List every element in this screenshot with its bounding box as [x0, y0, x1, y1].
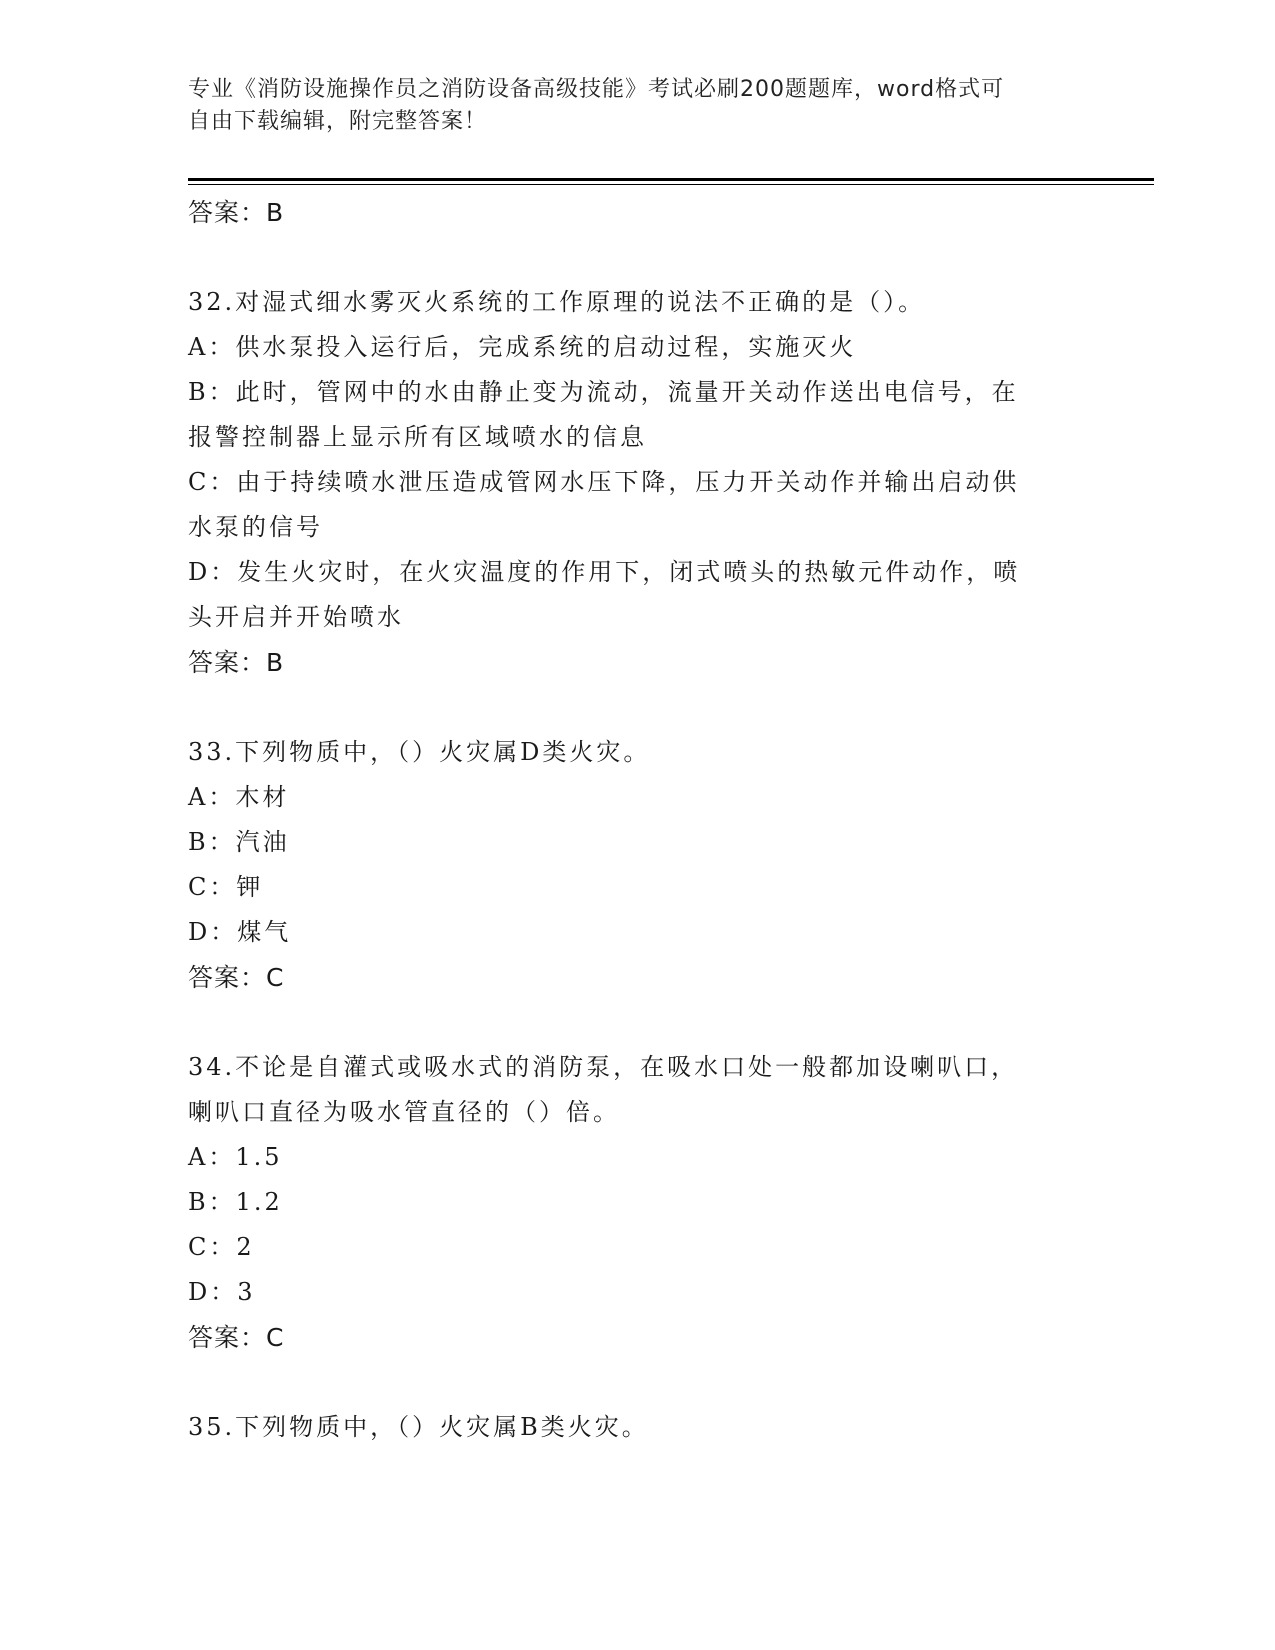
question-34 — [188, 1045, 1068, 1360]
question-stem: 35.下列物质中，（）火灾属B类火灾。 — [188, 1413, 649, 1441]
document-header — [188, 74, 1068, 138]
option-b-continued: 报警控制器上显示所有区域喷水的信息 — [188, 423, 647, 451]
option-d: D：3 — [188, 1278, 256, 1306]
question-stem: 33.下列物质中，（）火灾属D类火灾。 — [188, 738, 651, 766]
header-line-2: 自由下载编辑，附完整答案！ — [188, 109, 488, 134]
question-stem-continued: 喇叭口直径为吸水管直径的（）倍。 — [188, 1098, 620, 1126]
option-a: A：1.5 — [188, 1143, 283, 1171]
answer: 答案：C — [188, 963, 285, 992]
option-b: B：汽油 — [188, 828, 290, 856]
header-rule-thin — [188, 184, 1154, 185]
question-stem: 32.对湿式细水雾灭火系统的工作原理的说法不正确的是（）。 — [188, 288, 926, 316]
option-c: C：2 — [188, 1233, 255, 1261]
spacer — [188, 685, 1068, 730]
answer: 答案：B — [188, 648, 285, 677]
option-d-continued: 头开启并开始喷水 — [188, 603, 404, 631]
option-a: A：供水泵投入运行后，完成系统的启动过程，实施灭火 — [188, 333, 857, 361]
option-c: C：钾 — [188, 873, 264, 901]
option-d: D：煤气 — [188, 918, 292, 946]
question-content — [188, 190, 1068, 1450]
header-line-1: 专业《消防设施操作员之消防设备高级技能》考试必刷200题题库，word格式可 — [188, 77, 1005, 102]
spacer — [188, 235, 1068, 280]
answer: 答案：C — [188, 1323, 285, 1352]
option-c-continued: 水泵的信号 — [188, 513, 323, 541]
question-stem: 34.不论是自灌式或吸水式的消防泵，在吸水口处一般都加设喇叭口， — [188, 1053, 1019, 1081]
question-33 — [188, 730, 1068, 1000]
answer-31: 答案：B — [188, 198, 285, 227]
option-b: B：此时，管网中的水由静止变为流动，流量开关动作送出电信号，在 — [188, 378, 1019, 406]
spacer — [188, 1360, 1068, 1405]
option-b: B：1.2 — [188, 1188, 283, 1216]
question-32 — [188, 280, 1068, 685]
option-d: D：发生火灾时，在火灾温度的作用下，闭式喷头的热敏元件动作，喷 — [188, 558, 1021, 586]
option-a: A：木材 — [188, 783, 290, 811]
question-35 — [188, 1405, 1068, 1450]
option-c: C：由于持续喷水泄压造成管网水压下降，压力开关动作并输出启动供 — [188, 468, 1020, 496]
spacer — [188, 1000, 1068, 1045]
header-rule-thick — [188, 178, 1154, 181]
